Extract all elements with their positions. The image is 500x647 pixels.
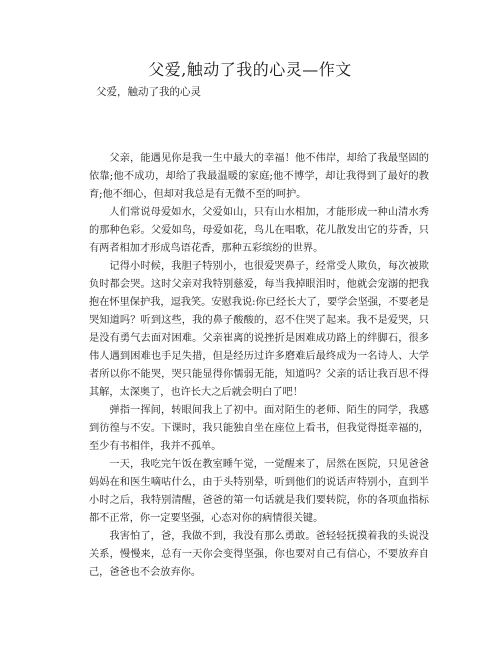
paragraph: 弹指一挥间，转眼间我上了初中。面对陌生的老师、陌生的同学，我感到彷徨与不安。下课时，我只能独自坐在座位上看书，但我觉得挺幸福的，至少有书相伴，我并不孤单。 — [89, 405, 429, 452]
paragraph: 一天，我吃完午饭在教室睡午觉，一觉醒来了，居然在医院，只见爸爸妈妈在和医生嘀咕什么，由于头特别晕，听到他们的说话声特别小，直到半小时之后，我特别清醒，爸爸的第一句话就是我们要转院，你的各项血指标都不正常，你一定要坚强，心态对你的病情很关键。 — [89, 459, 429, 524]
document-title: 父爱,触动了我的心灵—作文 — [148, 60, 352, 79]
paragraph: 记得小时候，我胆子特别小，也很爱哭鼻子，经常受人欺负，每次被欺负时都会哭。这时父亲对我特别慈爱，每当我掉眼泪时，他就会宠溺的把我抱在怀里保护我，逗我笑。安慰我说:你已经长大了，要学会坚强，不要老是哭知道吗？听到这些，我的鼻子酸酸的，忍不住哭了起来。我不是爱哭，只是没有勇气去面对困难。父亲崔离的说挫折是困难成功路上的绊脚石，很多伟人遇到困难也手足失措，但是经历过许多磨难后最终成为一名诗人、大学者所以你不能哭，哭只能显得你懦弱无能，知道吗？父亲的话让我百思不得其解，太深奥了，也许长大之后就会明白了吧！ — [89, 261, 429, 398]
document-body — [89, 150, 429, 582]
paragraph: 人们常说母爱如水，父爱如山，只有山水相加，才能形成一种山清水秀的那种色彩。父爱如鸟，母爱如花，鸟儿在唱歌，花儿散发出它的芬香，只有两者相加才形成鸟语花香，那种五彩缤纷的世界。 — [89, 207, 429, 254]
document-subtitle: 父爱，触动了我的心灵 — [96, 86, 201, 98]
paragraph: 我害怕了，爸，我做不到，我没有那么勇敢。爸轻轻抚摸着我的头说没关系，慢慢来，总有一天你会变得坚强，你也要对自己有信心，不要放弃自己，爸爸也不会放弃你。 — [89, 531, 429, 578]
paragraph: 父亲，能遇见你是我一生中最大的幸福！他不伟岸，却给了我最坚固的依靠;他不成功，却给了我最温暖的家庭;他不博学，却让我得到了最好的教育;他不细心，但却对我总是有无微不至的呵护。 — [89, 153, 429, 200]
